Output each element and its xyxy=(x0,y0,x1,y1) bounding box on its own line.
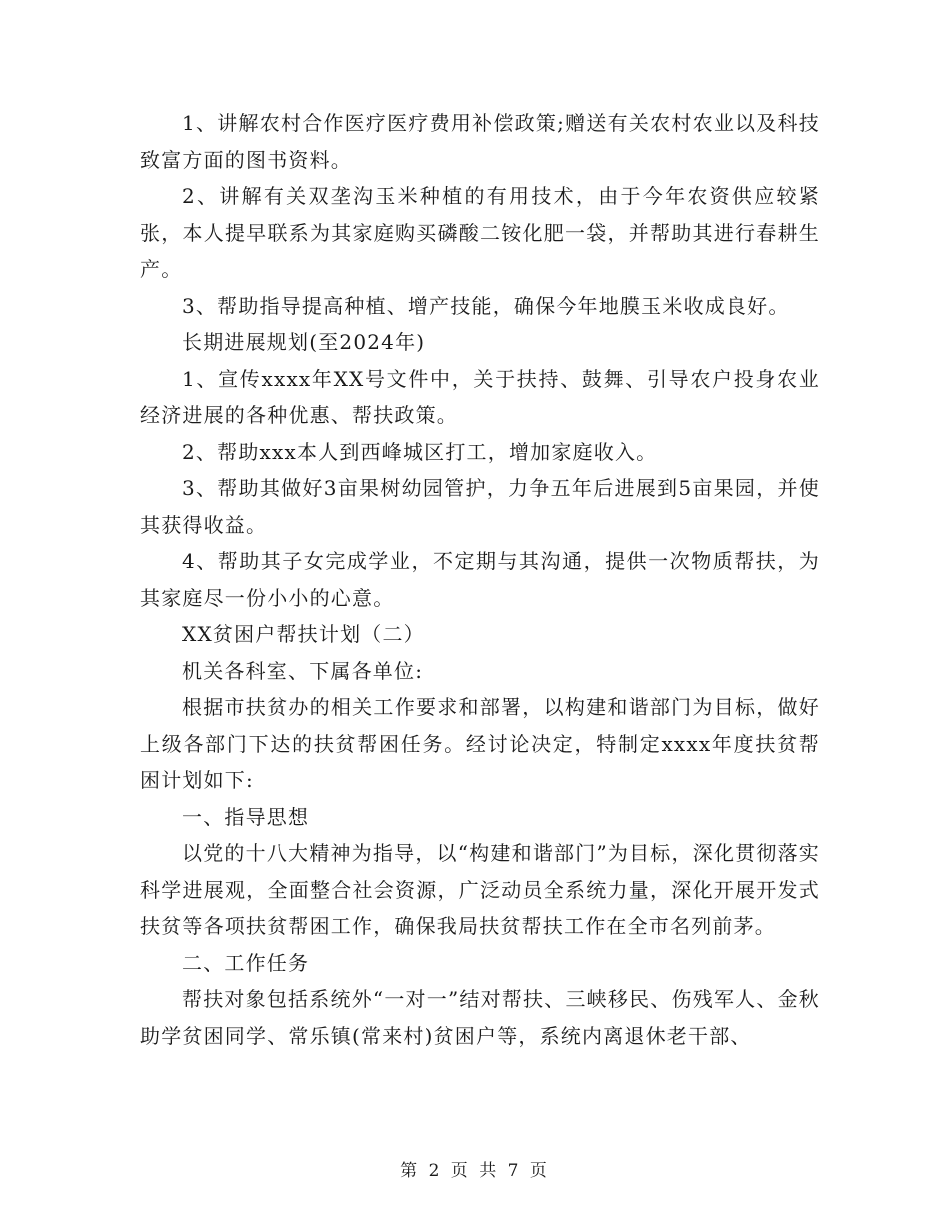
paragraph: 2、讲解有关双垄沟玉米种植的有用技术，由于今年农资供应较紧张，本人提早联系为其家庭购买磷酸二铵化肥一袋，并帮助其进行春耕生产。 xyxy=(140,184,820,281)
paragraph: 3、帮助指导提高种植、增产技能，确保今年地膜玉米收成良好。 xyxy=(182,293,790,318)
paragraph: 以党的十八大精神为指导，以“构建和谐部门”为目标，深化贯彻落实科学进展观，全面整合社会资源，广泛动员全系统力量，深化开展开发式扶贫等各项扶贫帮困工作，确保我局扶贫帮扶工作在全市名列前茅。 xyxy=(140,841,820,938)
paragraph: 2、帮助xxx本人到西峰城区打工，增加家庭收入。 xyxy=(182,439,658,464)
paragraph: 帮扶对象包括系统外“一对一”结对帮扶、三峡移民、伤残军人、金秋助学贫困同学、常乐镇(常来村)贫困户等，系统内离退休老干部、 xyxy=(140,987,820,1048)
section-heading: 长期进展规划(至2024年) xyxy=(182,330,426,354)
section-heading: 二、工作任务 xyxy=(182,950,310,975)
salutation: 机关各科室、下属各单位: xyxy=(182,658,424,683)
paragraph: 3、帮助其做好3亩果树幼园管护，力争五年后进展到5亩果园，并使其获得收益。 xyxy=(140,476,820,537)
paragraph: 1、讲解农村合作医疗医疗费用补偿政策;赠送有关农村农业以及科技致富方面的图书资料。 xyxy=(140,111,820,172)
page-number-footer: 第 2 页 共 7 页 xyxy=(400,1161,550,1181)
document-body xyxy=(140,105,820,1054)
paragraph: 根据市扶贫办的相关工作要求和部署，以构建和谐部门为目标，做好上级各部门下达的扶贫帮困任务。经讨论决定，特制定xxxx年度扶贫帮困计划如下: xyxy=(140,695,820,792)
paragraph: 4、帮助其子女完成学业，不定期与其沟通，提供一次物质帮扶，为其家庭尽一份小小的心意。 xyxy=(140,549,820,610)
paragraph: 1、宣传xxxx年XX号文件中，关于扶持、鼓舞、引导农户投身农业经济进展的各种优惠、帮扶政策。 xyxy=(140,366,820,427)
section-heading: 一、指导思想 xyxy=(182,804,310,829)
document-title: XX贫困户帮扶计划（二） xyxy=(182,622,425,646)
